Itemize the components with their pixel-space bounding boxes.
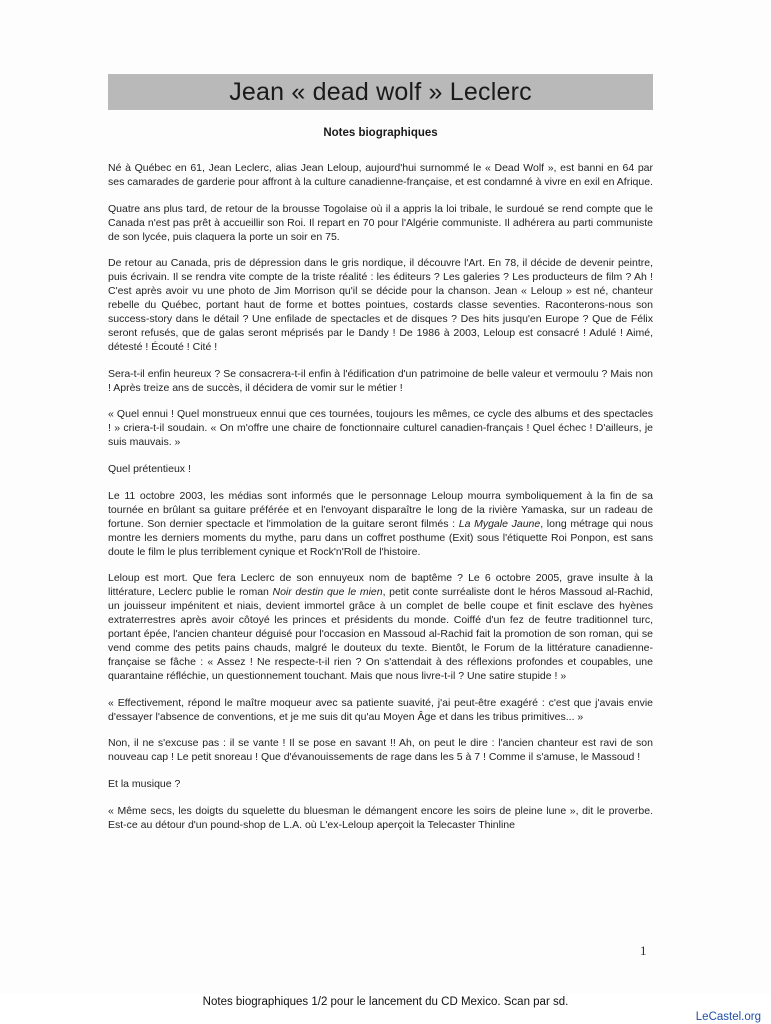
paragraph-text: « Même secs, les doigts du squelette du bluesman le démangent encore les soirs de pleine lune », dit le proverbe. Est-ce au détour d'un pound-shop de L.A. où L'ex-Leloup aperçoit la Telecaster Thinline: [108, 804, 653, 831]
paragraph-text: Leloup est mort. Que fera Leclerc de son ennuyeux nom de baptême ? Le 6 octobre 2005, grave insulte à la littérature, Leclerc publie le roman: [108, 572, 653, 599]
body-paragraph: [108, 571, 653, 683]
italic-title: La Mygale Jaune: [458, 517, 541, 530]
paragraph-text: Non, il ne s'excuse pas : il se vante ! Il se pose en savant !! Ah, on peut le dire : l'ancien chanteur est ravi de son nouveau cap ! Le petit snoreau ! Que d'évanouissements de rage dans les 5 à 7 ! Comme il s'amuse, le Massoud !: [108, 737, 653, 764]
document-subtitle: Notes biographiques: [323, 127, 438, 139]
paragraph-text: Quatre ans plus tard, de retour de la brousse Togolaise où il a appris la loi tribale, le surdoué se rend compte que le Canada n'est pas prêt à accueillir son Roi. Il repart en 70 pour l'Algérie communiste. Il adhérera au parti communiste de son lycée, puis claquera la porte un soir en 75.: [108, 202, 653, 243]
paragraph-text: « Effectivement, répond le maître moqueur avec sa patiente suavité, j'ai peut-être exagéré : c'est que j'avais envie d'essayer l'absence de conventions, et je me suis dit qu'au Moyen Âge et dans les tribus primitives... »: [108, 696, 653, 723]
body-paragraph: [108, 696, 653, 724]
body-paragraph: [108, 407, 653, 449]
paragraph-text: Quel prétentieux !: [108, 462, 191, 475]
page-number: 1: [640, 943, 647, 958]
body-paragraph: [108, 736, 653, 764]
paragraph-text: De retour au Canada, pris de dépression dans le gris nordique, il découvre l'Art. En 78, il décide de devenir peintre, puis écrivain. Il se rendra vite compte de la triste réalité : les éditeurs ? Les galeries ? Les producteurs de film ? Ah ! C'est après avoir vu une photo de Jim Morrison qu'il se décide pour la chanson. Jean « Leloup » est né, chanteur rebelle du Québec, portant haut de forme et bottes pointues, costards classe seventies. Raconterons-nous son success-story dans le détail ? Une enfilade de spectacles et de disques ? Des hits jusqu'en Europe ? Que de Félix seront refusés, que de galas seront méprisés par le Dandy ! De 1986 à 2003, Leloup est consacré ! Adulé ! Aimé, détesté ! Écouté ! Cité !: [108, 257, 653, 354]
site-link[interactable]: LeCastel.org: [695, 1011, 761, 1023]
paragraph-text: « Quel ennui ! Quel monstrueux ennui que ces tournées, toujours les mêmes, ce cycle des albums et des spectacles ! » criera-t-il soudain. « On m'offre une chaire de fonctionnaire culturel canadien-français ! Quel échec ! D'ailleurs, je suis mauvais. »: [108, 408, 653, 449]
document-body: [108, 161, 653, 844]
body-paragraph: [108, 804, 653, 832]
document-title: Jean « dead wolf » Leclerc: [229, 77, 532, 106]
body-paragraph: [108, 367, 653, 395]
italic-title: Noir destin que le mien: [272, 586, 383, 599]
body-paragraph: [108, 489, 653, 559]
body-paragraph: [108, 777, 653, 791]
paragraph-text: Né à Québec en 61, Jean Leclerc, alias Jean Leloup, aujourd'hui surnommé le « Dead Wolf », est banni en 64 par ses camarades de garderie pour affront à la culture canadienne-française, et est condamné à vivre en exil en Afrique.: [108, 162, 653, 188]
body-paragraph: [108, 161, 653, 189]
title-banner: [108, 74, 653, 110]
body-paragraph: [108, 256, 653, 354]
paragraph-text: Et la musique ?: [108, 777, 181, 790]
scan-caption: Notes biographiques 1/2 pour le lancement du CD Mexico. Scan par sd.: [202, 996, 569, 1008]
paragraph-text: Le 11 octobre 2003, les médias sont informés que le personnage Leloup mourra symboliquement à la fin de sa tournée en brûlant sa guitare préférée et en l'envoyant disparaître le long de la rivière Yamaska, sur un radeau de fortune. Son dernier spectacle et l'immolation de la guitare seront filmés :: [108, 489, 653, 530]
paragraph-text: Sera-t-il enfin heureux ? Se consacrera-t-il enfin à l'édification d'un patrimoine de belle valeur et vermoulu ? Mais non ! Après treize ans de succès, il décidera de vomir sur le métier !: [108, 367, 653, 394]
body-paragraph: [108, 202, 653, 244]
paragraph-text: , long métrage qui nous montre les derniers moments du mythe, paru dans un coffret posthume (Exit) sous l'étiquette Roi Ponpon, est sans doute le film le plus terriblement cynique et Rock'n'Roll de l'histoire.: [108, 517, 653, 558]
paragraph-text: , petit conte surréaliste dont le héros Massoud al-Rachid, un jouisseur impénitent et niais, devient immortel grâce à un complet de belle coupe et finit esclave des hyènes extraterrestres après avoir côtoyé les princes et présidents du monde. Coiffé d'un fez de feutre traditionnel turc, portant épée, l'ancien chanteur déguisé pour l'occasion en Massoud al-Rachid fait la promotion de son roman, qui se vend comme des petits pains chauds, malgré le douteux du texte. Bientôt, le Forum de la littérature canadienne-française se fâche : « Assez ! Ne respecte-t-il rien ? On s'attendait à des réflexions profondes et coupables, une quarantaine réfléchie, un questionnement touchant. Mais que nous livre-t-il ? Une satire stupide ! »: [108, 586, 653, 683]
body-paragraph: [108, 462, 653, 476]
